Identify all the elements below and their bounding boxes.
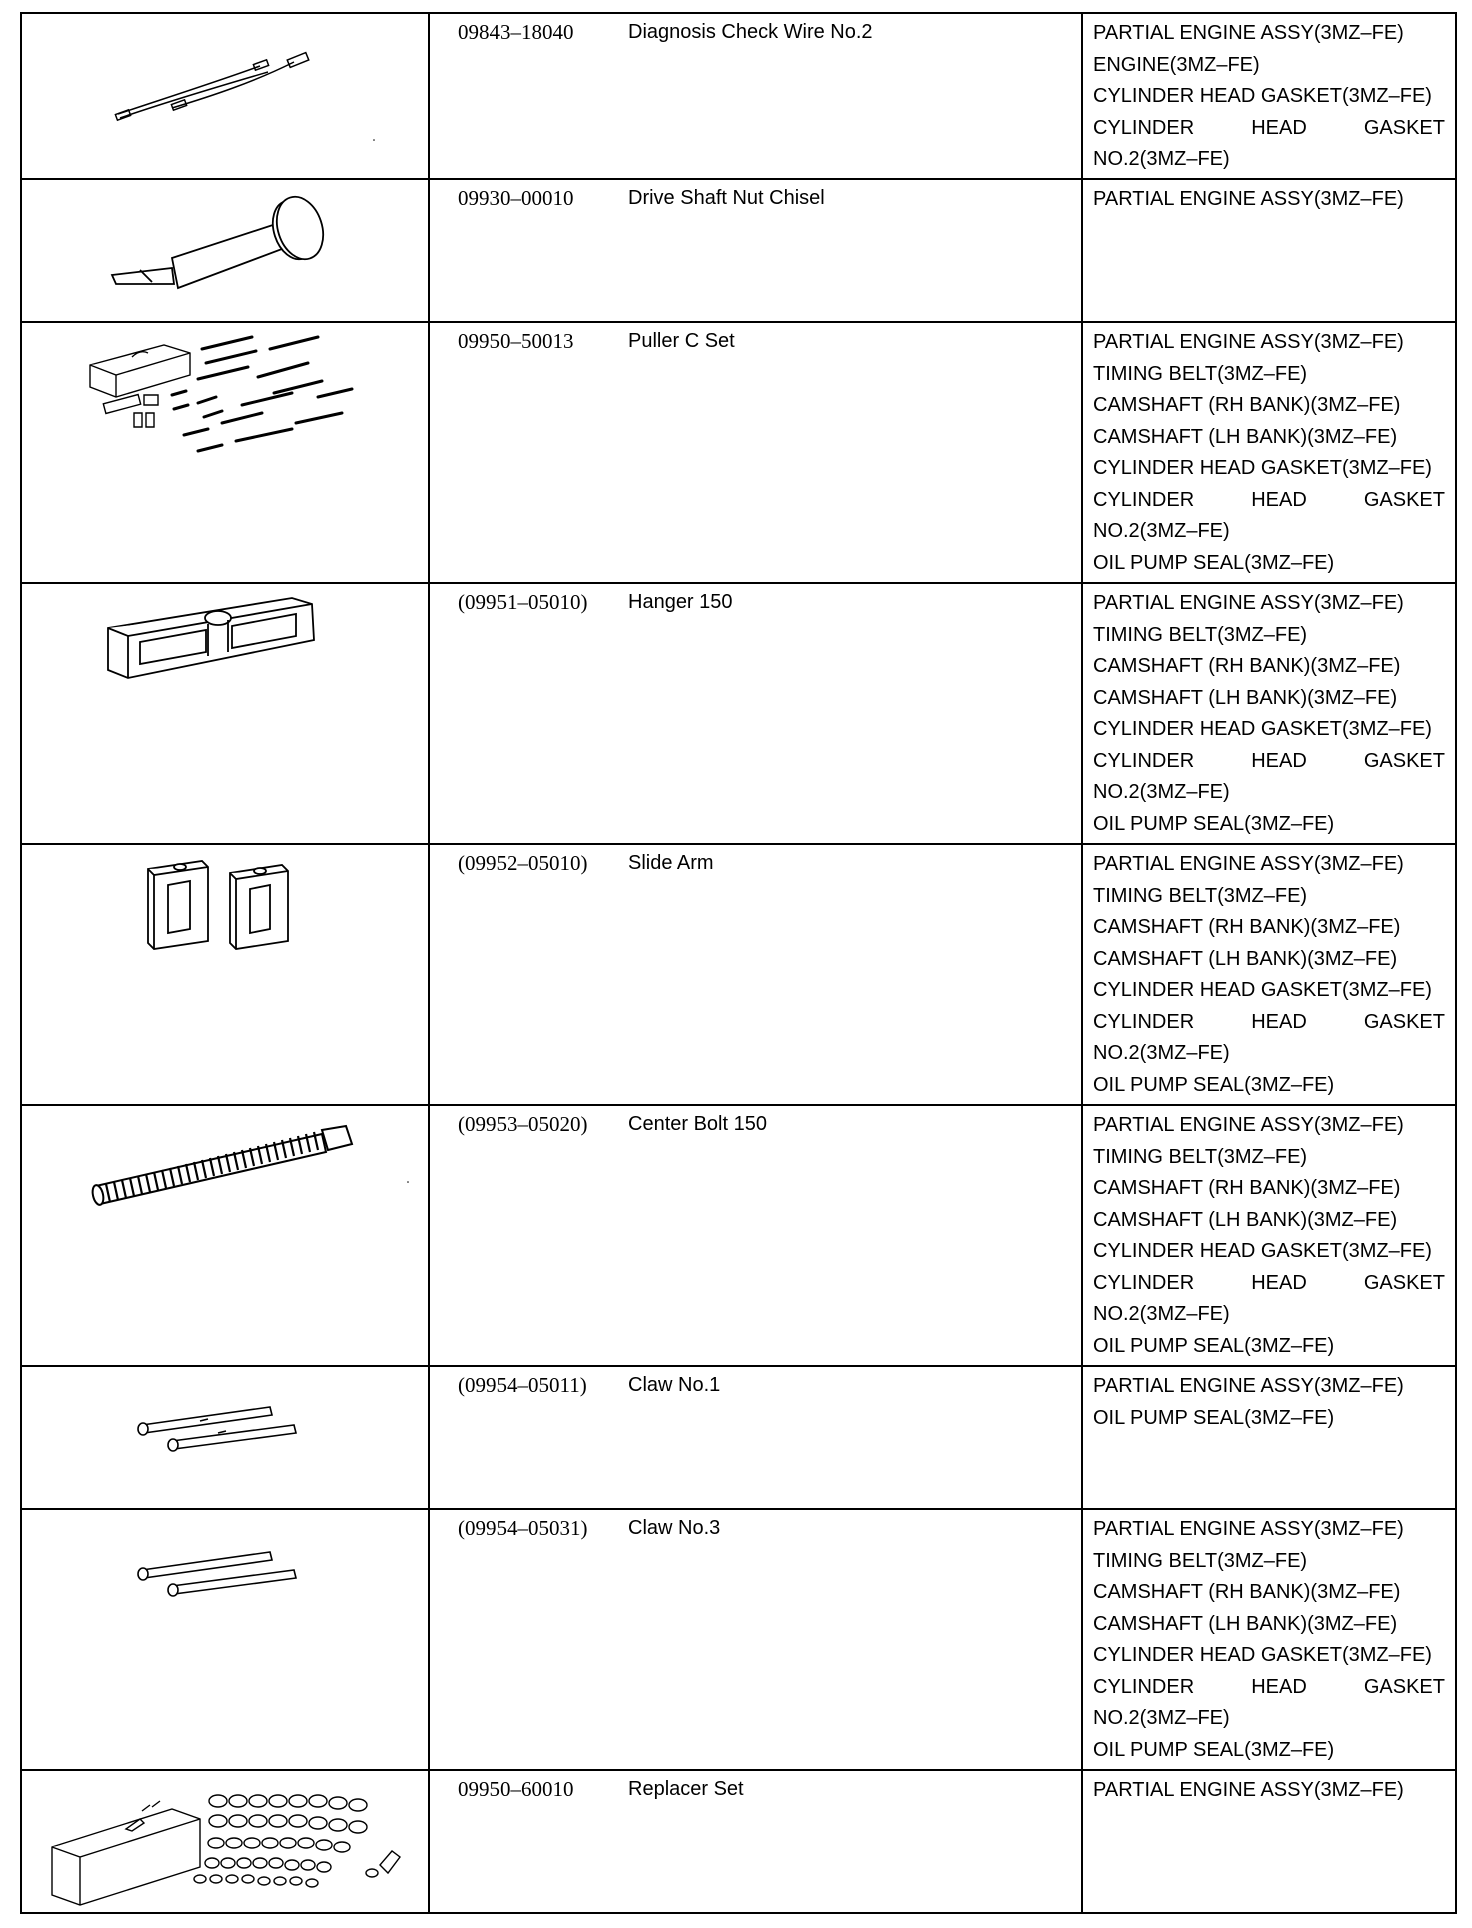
tool-info-cell (429, 844, 1082, 1105)
part-number: 09930–00010 (458, 186, 574, 210)
table-row (21, 844, 1456, 1105)
replacer-set-icon (22, 1771, 428, 1912)
applicable-operations-cell (1082, 322, 1456, 583)
part-number: 09950–50013 (458, 329, 574, 353)
tool-illustration-cell (21, 1366, 429, 1509)
usage-item: CAMSHAFT (LH BANK)(3MZ–FE) (1093, 425, 1398, 448)
table-row (21, 322, 1456, 583)
usage-item: CAMSHAFT (RH BANK)(3MZ–FE) (1093, 1581, 1401, 1603)
usage-item: TIMING BELT(3MZ–FE) (1093, 1549, 1308, 1572)
tool-name: Claw No.3 (628, 1517, 721, 1539)
tool-illustration-cell (21, 1770, 429, 1913)
usage-item: NO.2(3MZ–FE) (1093, 520, 1230, 542)
usage-item: CAMSHAFT (RH BANK)(3MZ–FE) (1093, 394, 1401, 416)
usage-item: OIL PUMP SEAL(3MZ–FE) (1093, 1334, 1335, 1357)
applicable-operations-cell (1082, 179, 1456, 322)
applicable-operations-cell (1082, 844, 1456, 1105)
tool-info-cell (429, 583, 1082, 844)
usage-item: NO.2(3MZ–FE) (1093, 1707, 1230, 1729)
usage-item: CAMSHAFT (LH BANK)(3MZ–FE) (1093, 1612, 1398, 1635)
part-number: (09952–05010) (458, 851, 588, 875)
usage-item: PARTIAL ENGINE ASSY(3MZ–FE) (1093, 1779, 1404, 1801)
table-row (21, 1770, 1456, 1913)
usage-item: CAMSHAFT (RH BANK)(3MZ–FE) (1093, 1177, 1401, 1199)
applicable-operations-cell (1082, 1770, 1456, 1913)
puller-set-icon (22, 323, 428, 582)
table-row (21, 1366, 1456, 1509)
usage-item: NO.2(3MZ–FE) (1093, 148, 1230, 170)
hanger-icon (22, 584, 428, 843)
part-number: (09954–05031) (458, 1516, 588, 1540)
tool-info-cell (429, 179, 1082, 322)
usage-item: PARTIAL ENGINE ASSY(3MZ–FE) (1093, 188, 1404, 210)
usage-item: OIL PUMP SEAL(3MZ–FE) (1093, 1073, 1335, 1096)
usage-item: PARTIAL ENGINE ASSY(3MZ–FE) (1093, 331, 1404, 353)
usage-item: PARTIAL ENGINE ASSY(3MZ–FE) (1093, 592, 1404, 614)
tool-illustration-cell (21, 1105, 429, 1366)
tool-name: Center Bolt 150 (628, 1113, 767, 1135)
tool-name: Claw No.1 (628, 1374, 721, 1396)
slide-arm-icon (22, 845, 428, 1104)
usage-item: CYLINDER HEAD GASKET(3MZ–FE) (1093, 979, 1432, 1001)
tool-info-cell (429, 1366, 1082, 1509)
tool-name: Slide Arm (628, 852, 714, 874)
usage-item: CAMSHAFT (RH BANK)(3MZ–FE) (1093, 916, 1401, 938)
tool-name: Puller C Set (628, 330, 735, 352)
usage-item: TIMING BELT(3MZ–FE) (1093, 623, 1308, 646)
usage-item: CYLINDER HEAD GASKET(3MZ–FE) (1093, 1644, 1432, 1666)
usage-item: CAMSHAFT (LH BANK)(3MZ–FE) (1093, 1208, 1398, 1231)
table-row (21, 13, 1456, 179)
claw-icon (22, 1510, 428, 1769)
usage-item: CAMSHAFT (LH BANK)(3MZ–FE) (1093, 947, 1398, 970)
usage-item: PARTIAL ENGINE ASSY(3MZ–FE) (1093, 22, 1404, 44)
tool-illustration-cell (21, 13, 429, 179)
part-number: (09953–05020) (458, 1112, 588, 1136)
applicable-operations-cell (1082, 583, 1456, 844)
tool-info-cell (429, 1770, 1082, 1913)
usage-item: PARTIAL ENGINE ASSY(3MZ–FE) (1093, 1518, 1404, 1540)
usage-item: CYLINDER HEAD GASKET (1093, 488, 1445, 511)
table-row (21, 179, 1456, 322)
tool-illustration-cell (21, 844, 429, 1105)
usage-item: CYLINDER HEAD GASKET (1093, 116, 1445, 139)
usage-item: NO.2(3MZ–FE) (1093, 781, 1230, 803)
usage-item: CYLINDER HEAD GASKET (1093, 1010, 1445, 1033)
tool-info-cell (429, 13, 1082, 179)
table-row (21, 583, 1456, 844)
applicable-operations-cell (1082, 1105, 1456, 1366)
diagnosis-wire-icon (22, 14, 428, 178)
tool-info-cell (429, 322, 1082, 583)
part-number: (09954–05011) (458, 1373, 587, 1397)
tool-illustration-cell (21, 1509, 429, 1770)
usage-item: CYLINDER HEAD GASKET(3MZ–FE) (1093, 718, 1432, 740)
tool-illustration-cell (21, 583, 429, 844)
usage-item: TIMING BELT(3MZ–FE) (1093, 362, 1308, 385)
sst-table (20, 12, 1457, 1914)
tool-name: Hanger 150 (628, 591, 733, 613)
chisel-icon (22, 180, 428, 321)
part-number: 09950–60010 (458, 1777, 574, 1801)
tool-name: Replacer Set (628, 1778, 744, 1800)
usage-item: CYLINDER HEAD GASKET(3MZ–FE) (1093, 85, 1432, 107)
usage-item: PARTIAL ENGINE ASSY(3MZ–FE) (1093, 1114, 1404, 1136)
usage-item: OIL PUMP SEAL(3MZ–FE) (1093, 1406, 1335, 1429)
applicable-operations-cell (1082, 1366, 1456, 1509)
table-row (21, 1509, 1456, 1770)
usage-item: ENGINE(3MZ–FE) (1093, 53, 1260, 76)
center-bolt-icon (22, 1106, 428, 1365)
usage-item: TIMING BELT(3MZ–FE) (1093, 1145, 1308, 1168)
part-number: (09951–05010) (458, 590, 588, 614)
tool-illustration-cell (21, 179, 429, 322)
tool-info-cell (429, 1105, 1082, 1366)
usage-item: PARTIAL ENGINE ASSY(3MZ–FE) (1093, 1375, 1404, 1397)
usage-item: OIL PUMP SEAL(3MZ–FE) (1093, 551, 1335, 574)
table-row (21, 1105, 1456, 1366)
applicable-operations-cell (1082, 1509, 1456, 1770)
tool-name: Drive Shaft Nut Chisel (628, 187, 825, 209)
usage-item: CYLINDER HEAD GASKET (1093, 749, 1445, 772)
tool-name: Diagnosis Check Wire No.2 (628, 21, 873, 43)
usage-item: CYLINDER HEAD GASKET (1093, 1271, 1445, 1294)
usage-item: CYLINDER HEAD GASKET(3MZ–FE) (1093, 1240, 1432, 1262)
part-number: 09843–18040 (458, 20, 574, 44)
usage-item: CYLINDER HEAD GASKET(3MZ–FE) (1093, 457, 1432, 479)
tool-illustration-cell (21, 322, 429, 583)
usage-item: CAMSHAFT (LH BANK)(3MZ–FE) (1093, 686, 1398, 709)
tool-info-cell (429, 1509, 1082, 1770)
usage-item: PARTIAL ENGINE ASSY(3MZ–FE) (1093, 853, 1404, 875)
applicable-operations-cell (1082, 13, 1456, 179)
usage-item: NO.2(3MZ–FE) (1093, 1303, 1230, 1325)
claw-icon (22, 1367, 428, 1508)
usage-item: TIMING BELT(3MZ–FE) (1093, 884, 1308, 907)
usage-item: CYLINDER HEAD GASKET (1093, 1675, 1445, 1698)
usage-item: OIL PUMP SEAL(3MZ–FE) (1093, 812, 1335, 835)
usage-item: NO.2(3MZ–FE) (1093, 1042, 1230, 1064)
usage-item: OIL PUMP SEAL(3MZ–FE) (1093, 1738, 1335, 1761)
usage-item: CAMSHAFT (RH BANK)(3MZ–FE) (1093, 655, 1401, 677)
